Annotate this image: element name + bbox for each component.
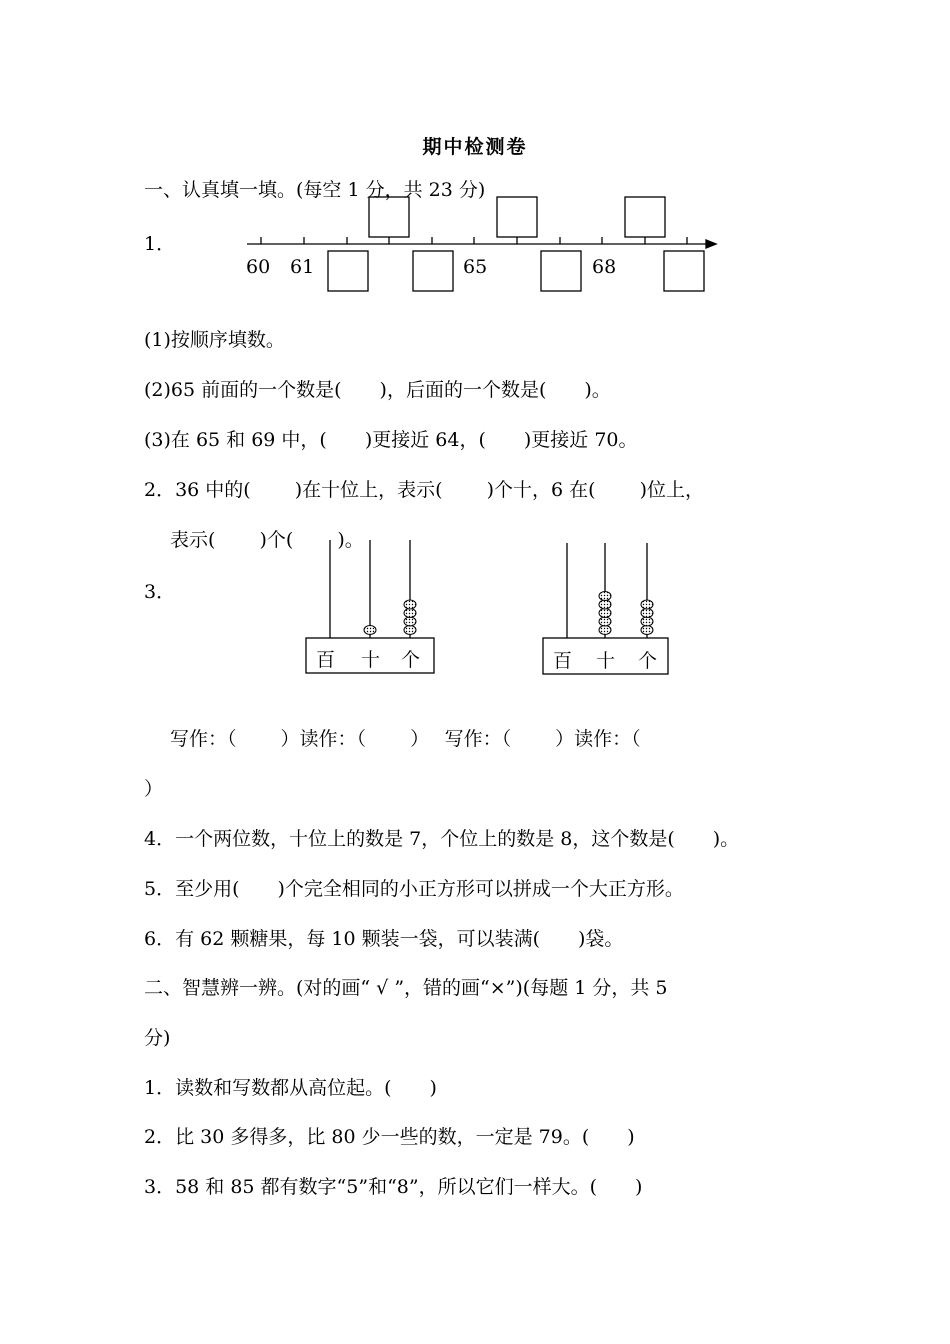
abacus-bead [364, 626, 376, 635]
q3-number: 3． [144, 581, 176, 603]
q1-sub3: (3)在 65 和 69 中，( )更接近 64，( )更接近 70。 [144, 429, 638, 451]
s2-item-2: 2．比 30 多得多，比 80 少一些的数，一定是 79。( ) [144, 1126, 635, 1148]
q1-number: 1． [144, 233, 176, 255]
abacus-left-ones-label: 个 [401, 649, 421, 671]
abacus-left-hundreds-label: 百 [316, 649, 336, 671]
section1-heading: 一、认真填一填。(每空 1 分，共 23 分) [144, 179, 486, 201]
q2-line2: 表示( )个( )。 [170, 529, 364, 551]
q2-line1: 2．36 中的( )在十位上，表示( )个十，6 在( )位上， [144, 479, 705, 501]
abacus-bead [404, 609, 416, 618]
abacus-bead [404, 626, 416, 635]
abacus-bead [599, 626, 611, 635]
abacus-bead [599, 592, 611, 601]
q1-sub2: (2)65 前面的一个数是( )，后面的一个数是( )。 [144, 379, 611, 401]
q1-sub1: (1)按顺序填数。 [144, 329, 285, 351]
section2-heading-line1: 二、智慧辨一辨。(对的画“ √ ”，错的画“×”)(每题 1 分，共 5 [144, 977, 668, 999]
q3-write-read-line: 写作：（ ）读作：（ ） 写作：（ ）读作：（ [170, 728, 641, 750]
abacus-bead [641, 609, 653, 618]
abacus-bead [599, 609, 611, 618]
section2-heading-line2: 分) [144, 1027, 171, 1049]
q5: 5．至少用( )个完全相同的小正方形可以拼成一个大正方形。 [144, 878, 684, 900]
abacus-right-hundreds-label: 百 [553, 650, 573, 672]
abacus-bead [404, 600, 416, 609]
abacus-right-tens-label: 十 [596, 650, 616, 672]
abacus-bead [599, 600, 611, 609]
s2-item-1: 1．读数和写数都从高位起。( ) [144, 1077, 437, 1099]
numberline-label: 68 [592, 256, 617, 278]
q3-write-read-wrap: ） [144, 778, 164, 800]
numberline-label: 61 [290, 256, 315, 278]
abacus-right-ones-label: 个 [638, 650, 658, 672]
abacus-bead [599, 617, 611, 626]
abacus-bead [404, 617, 416, 626]
abacus-bead [641, 617, 653, 626]
numberline-label: 65 [463, 256, 488, 278]
s2-item-3: 3．58 和 85 都有数字“5”和“8”，所以它们一样大。( ) [144, 1176, 643, 1198]
page-title: 期中检测卷 [422, 136, 528, 158]
abacus-left-tens-label: 十 [361, 649, 381, 671]
q4: 4．一个两位数，十位上的数是 7，个位上的数是 8，这个数是( )。 [144, 828, 740, 850]
abacus-bead [641, 626, 653, 635]
q6: 6．有 62 颗糖果，每 10 颗装一袋，可以装满( )袋。 [144, 928, 624, 950]
abacus-bead [641, 600, 653, 609]
numberline-label: 60 [246, 256, 271, 278]
